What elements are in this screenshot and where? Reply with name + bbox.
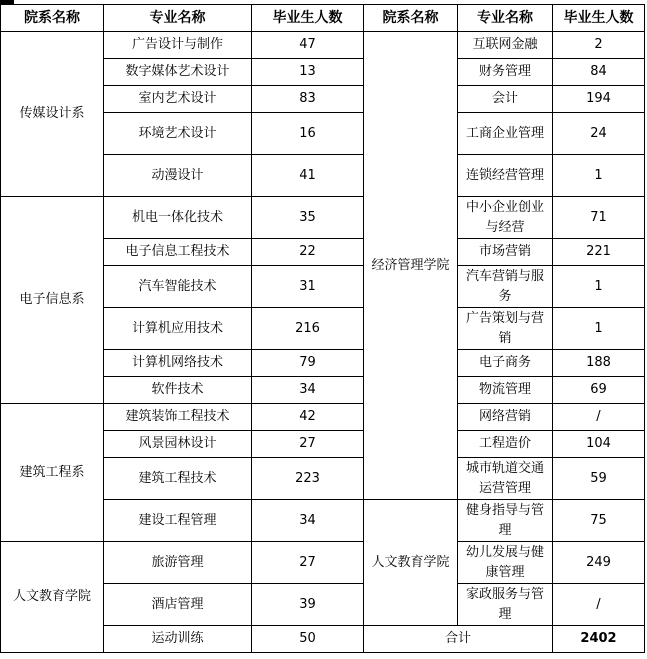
major-cell: 汽车智能技术 (104, 266, 252, 308)
count-cell: 50 (252, 626, 364, 653)
college-cell: 建筑工程系 (1, 404, 104, 542)
count-cell: 104 (553, 431, 645, 458)
major-cell: 互联网金融 (458, 32, 553, 59)
count-cell: 1 (553, 308, 645, 350)
major-cell: 计算机网络技术 (104, 350, 252, 377)
count-cell: 41 (252, 155, 364, 197)
count-cell: 1 (553, 155, 645, 197)
college-cell: 人文教育学院 (364, 500, 458, 626)
header-count-right: 毕业生人数 (553, 5, 645, 32)
graduates-table (0, 4, 645, 653)
count-cell: 34 (252, 500, 364, 542)
major-cell: 网络营销 (458, 404, 553, 431)
major-cell: 连锁经营管理 (458, 155, 553, 197)
major-cell: 软件技术 (104, 377, 252, 404)
major-cell: 物流管理 (458, 377, 553, 404)
major-cell: 会计 (458, 86, 553, 113)
header-row (1, 5, 645, 32)
count-cell: 47 (252, 32, 364, 59)
count-cell: 13 (252, 59, 364, 86)
major-cell: 工程造价 (458, 431, 553, 458)
count-cell: 42 (252, 404, 364, 431)
major-cell: 广告设计与制作 (104, 32, 252, 59)
major-cell: 工商企业管理 (458, 113, 553, 155)
count-cell: 39 (252, 584, 364, 626)
major-cell: 酒店管理 (104, 584, 252, 626)
total-label: 合计 (364, 626, 553, 653)
table-row (1, 542, 645, 584)
count-cell: 22 (252, 239, 364, 266)
count-cell: 31 (252, 266, 364, 308)
major-cell: 环境艺术设计 (104, 113, 252, 155)
major-cell: 中小企业创业与经营 (458, 197, 553, 239)
major-cell: 财务管理 (458, 59, 553, 86)
count-cell: 24 (553, 113, 645, 155)
major-cell: 运动训练 (104, 626, 252, 653)
count-cell: 71 (553, 197, 645, 239)
major-cell: 室内艺术设计 (104, 86, 252, 113)
major-cell: 计算机应用技术 (104, 308, 252, 350)
table-row (1, 197, 645, 239)
count-cell: 188 (553, 350, 645, 377)
count-cell: 216 (252, 308, 364, 350)
count-cell: 34 (252, 377, 364, 404)
count-cell: 69 (553, 377, 645, 404)
major-cell: 建设工程管理 (104, 500, 252, 542)
count-cell: 194 (553, 86, 645, 113)
count-cell: 84 (553, 59, 645, 86)
header-college-right: 院系名称 (364, 5, 458, 32)
major-cell: 旅游管理 (104, 542, 252, 584)
count-cell: 75 (553, 500, 645, 542)
total-value: 2402 (553, 626, 645, 653)
college-cell: 人文教育学院 (1, 542, 104, 653)
count-cell: 249 (553, 542, 645, 584)
count-cell: 79 (252, 350, 364, 377)
table-row (1, 404, 645, 431)
count-cell: 27 (252, 542, 364, 584)
major-cell: 幼儿发展与健康管理 (458, 542, 553, 584)
major-cell: 健身指导与管理 (458, 500, 553, 542)
count-cell: 35 (252, 197, 364, 239)
major-cell: 家政服务与管理 (458, 584, 553, 626)
college-cell: 电子信息系 (1, 197, 104, 404)
count-cell: 223 (252, 458, 364, 500)
major-cell: 动漫设计 (104, 155, 252, 197)
college-cell: 传媒设计系 (1, 32, 104, 197)
count-cell: 221 (553, 239, 645, 266)
major-cell: 广告策划与营销 (458, 308, 553, 350)
count-cell: 59 (553, 458, 645, 500)
count-cell: 83 (252, 86, 364, 113)
major-cell: 汽车营销与服务 (458, 266, 553, 308)
major-cell: 城市轨道交通运营管理 (458, 458, 553, 500)
major-cell: 数字媒体艺术设计 (104, 59, 252, 86)
header-college-left: 院系名称 (1, 5, 104, 32)
college-cell: 经济管理学院 (364, 32, 458, 500)
major-cell: 建筑装饰工程技术 (104, 404, 252, 431)
count-cell: / (553, 584, 645, 626)
major-cell: 风景园林设计 (104, 431, 252, 458)
count-cell: 2 (553, 32, 645, 59)
count-cell: 1 (553, 266, 645, 308)
header-count-left: 毕业生人数 (252, 5, 364, 32)
header-major-right: 专业名称 (458, 5, 553, 32)
header-major-left: 专业名称 (104, 5, 252, 32)
count-cell: 16 (252, 113, 364, 155)
count-cell: / (553, 404, 645, 431)
major-cell: 市场营销 (458, 239, 553, 266)
major-cell: 电子商务 (458, 350, 553, 377)
major-cell: 建筑工程技术 (104, 458, 252, 500)
major-cell: 机电一体化技术 (104, 197, 252, 239)
major-cell: 电子信息工程技术 (104, 239, 252, 266)
count-cell: 27 (252, 431, 364, 458)
table-row (1, 32, 645, 59)
